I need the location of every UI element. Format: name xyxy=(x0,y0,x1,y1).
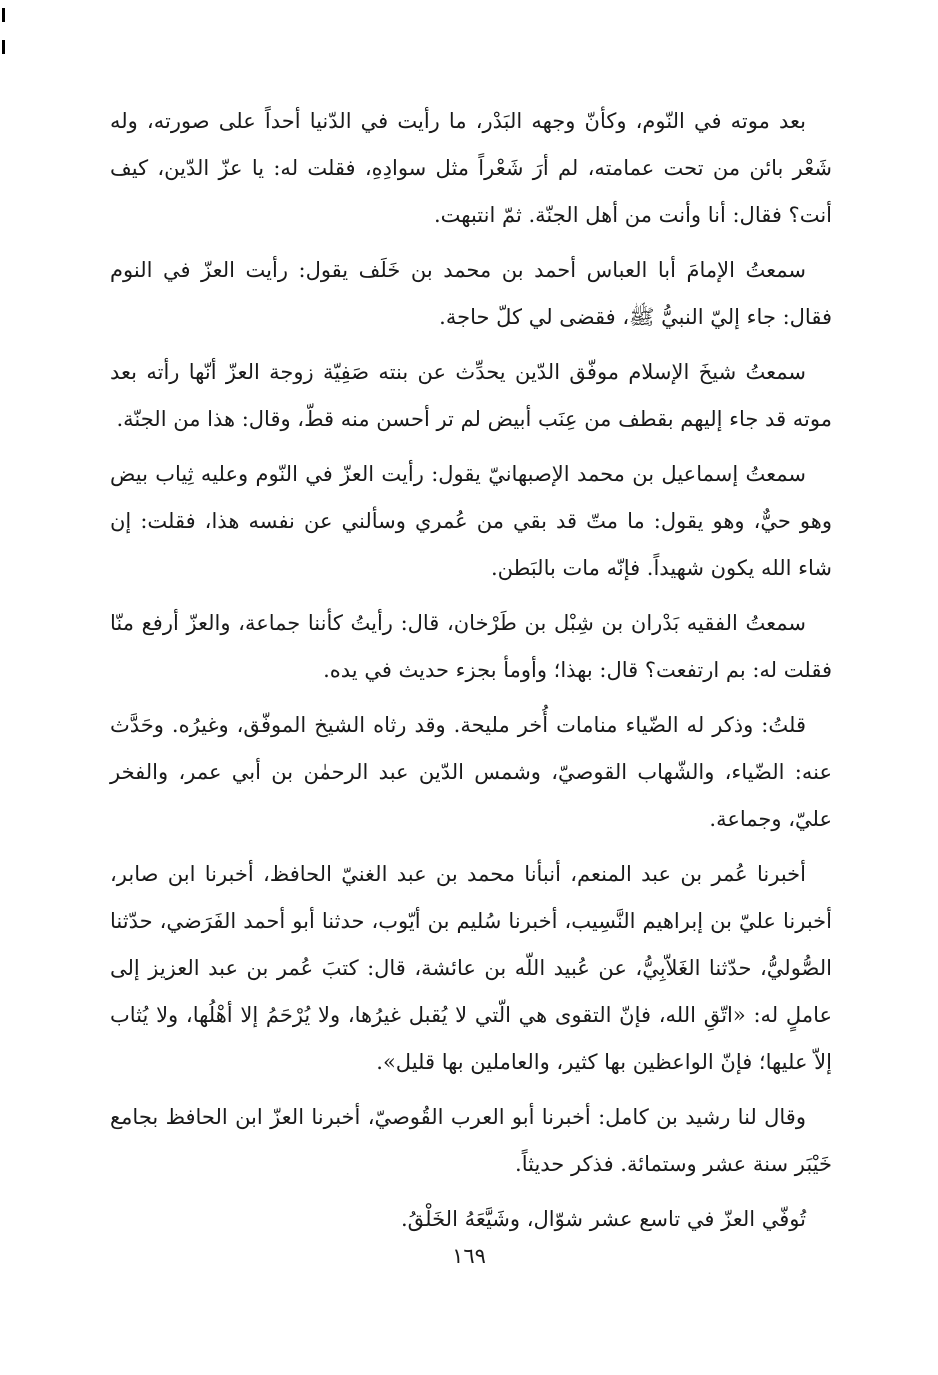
paragraph: سمعتُ الفقيه بَدْران بن شِبْل بن طَرْخان، قال: رأيتُ كأننا جماعة، والعزّ أرفع منّا فقلت له: بم ارتفعت؟ قال: بهذا؛ وأومأ بجزء حديث في يده. xyxy=(110,611,832,682)
page-body xyxy=(110,98,832,1251)
paragraph: سمعتُ الإمامَ أبا العباس أحمد بن محمد بن خَلَف يقول: رأيت العزّ في النوم فقال: جاء إليّ النبيُّ ﷺ، فقضى لي كلّ حاجة. xyxy=(110,258,832,329)
page-number: ١٦٩ xyxy=(452,1244,486,1268)
paragraph: قلتُ: وذكر له الضّياء منامات أُخر مليحة. وقد رثاه الشيخ الموفّق، وغيرُه. وحَدَّث عنه: الضّياء، والشّهاب القوصيّ، وشمس الدّين عبد الرحمٰن بن أبي عمر، والفخر عليّ، وجماعة. xyxy=(110,713,832,831)
paragraph: سمعتُ شيخَ الإسلام موفّق الدّين يحدِّث عن بنته صَفِيّة زوجة العزّ أنّها رأته بعد موته قد جاء إليهم بقطف من عِنَب أبيض لم تر أحسن منه قطّ، وقال: هذا من الجنّة. xyxy=(110,360,832,431)
margin-mark xyxy=(2,40,5,54)
paragraph: بعد موته في النّوم، وكأنّ وجهه البَدْر، ما رأيت في الدّنيا أحداً على صورته، وله شَعْر بائن من تحت عمامته، لم أرَ شَعْراً مثل سوادِهِ، فقلت له: يا عزّ الدّين، كيف أنت؟ فقال: أنا وأنت من أهل الجنّة. ثمّ انتبهت. xyxy=(110,109,832,227)
paragraph: أخبرنا عُمر بن عبد المنعم، أنبأنا محمد بن عبد الغنيّ الحافظ، أخبرنا ابن صابر، أخبرنا عليّ بن إبراهيم النَّسِيب، أخبرنا سُليم بن أيّوب، حدثنا أبو أحمد الفَرَضي، حدّثنا الصُّوليُّ، حدّثنا الغَلاّبِيُّ، عن عُبيد اللّه بن عائشة، قال: كتبَ عُمر بن عبد العزيز إلى عاملٍ له: «اتّقِ الله، فإنّ التقوى هي الّتي لا يُقبل غيرُها، ولا يُرْحَمُ إلا أهْلُها، ولا يُثاب إلاّ عليها؛ فإنّ الواعظين بها كثير، والعاملين بها قليل». xyxy=(110,862,832,1074)
paragraph: تُوفّي العزّ في تاسع عشر شوّال، وشَيَّعَهُ الخَلْقُ. xyxy=(400,1207,806,1231)
paragraph: وقال لنا رشيد بن كامل: أخبرنا أبو العرب القُوصيّ، أخبرنا العزّ ابن الحافظ بجامع خَيْبَر سنة عشر وستمائة. فذكر حديثاً. xyxy=(110,1105,832,1176)
margin-mark xyxy=(2,8,5,22)
paragraph: سمعتُ إسماعيل بن محمد الإصبهانيّ يقول: رأيت العزّ في النّوم وعليه ثِياب بيض وهو حيٌّ، وهو يقول: ما متّ قد بقي من عُمري وسألني عن نفسه هذا، فقلت: إن شاء الله يكون شهيداً. فإنّه مات بالبَطن. xyxy=(110,462,832,580)
